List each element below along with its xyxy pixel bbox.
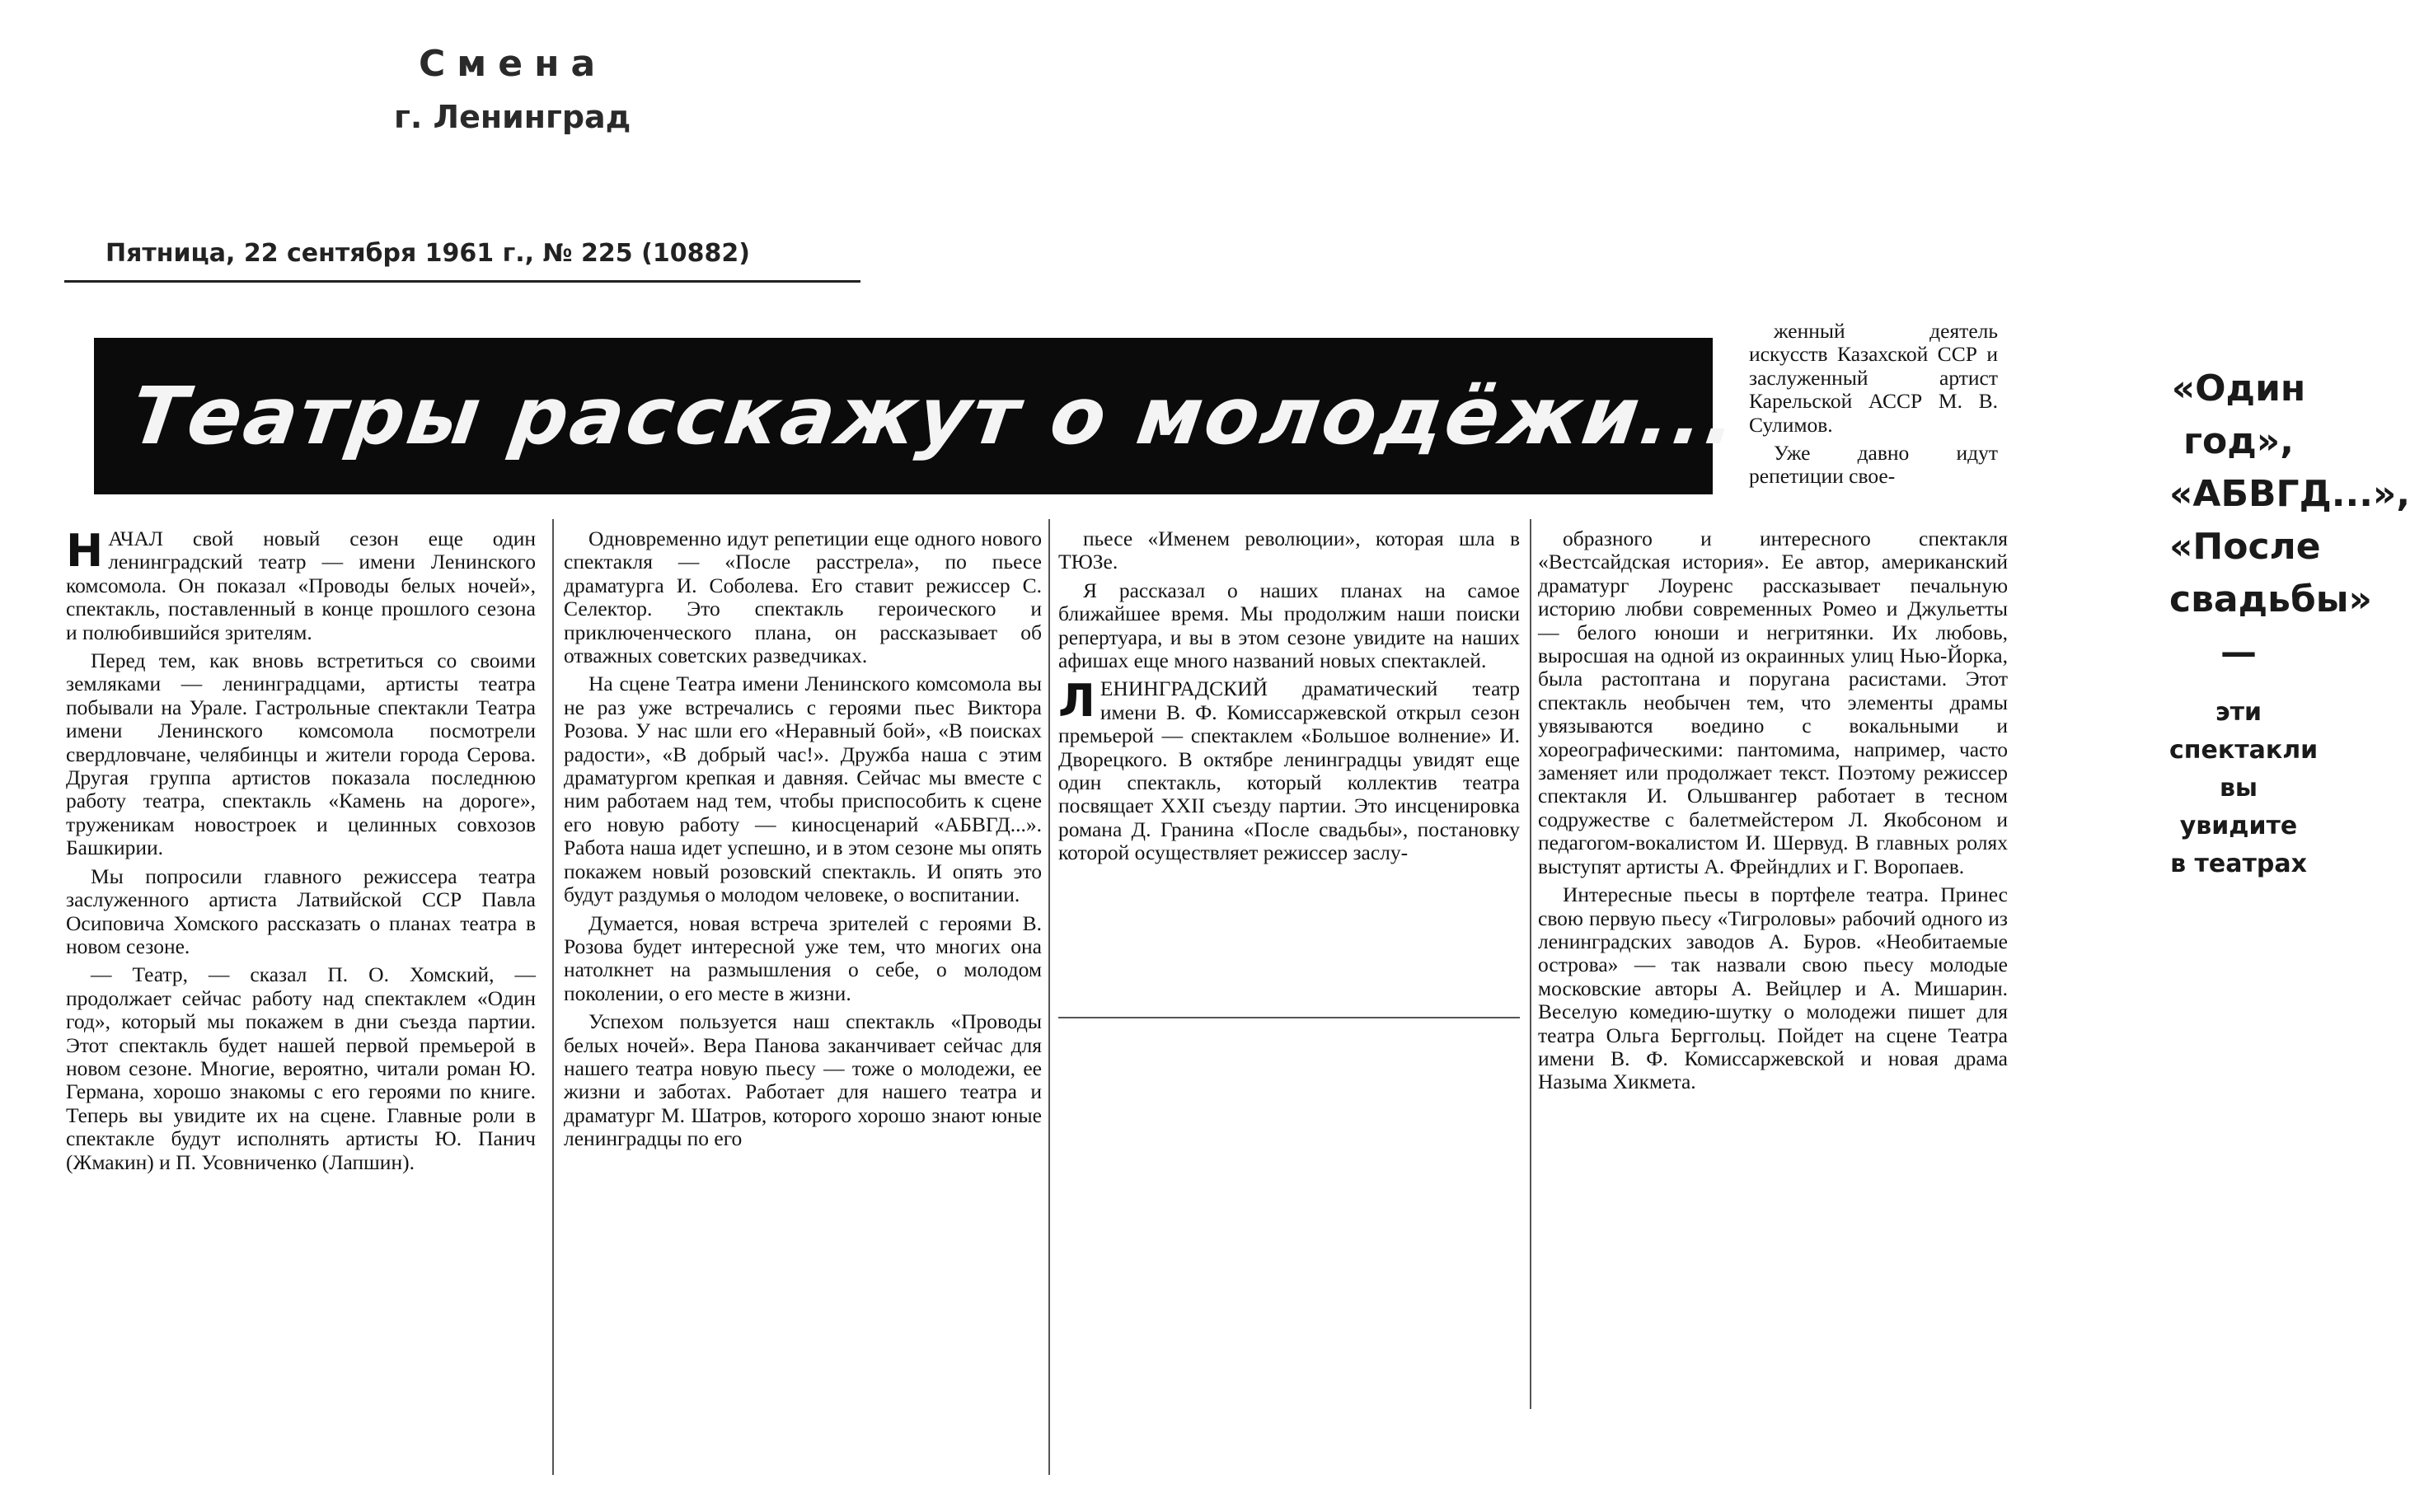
- article-column-1: [66, 527, 536, 1179]
- paragraph: [1749, 442, 1998, 489]
- column-divider: [552, 519, 554, 1475]
- column-divider: [1048, 519, 1050, 1475]
- dropcap: Л: [1058, 675, 1095, 728]
- paragraph-text: АЧАЛ свой новый сезон еще один ленинградский театр — имени Ленинского комсомола. Он показал «Проводы белых ночей», спектакль, поставленный в конце прошлого сезона и полюбившийся зрителям.: [66, 527, 536, 644]
- section-divider: [1058, 1017, 1520, 1018]
- sidebar-callout: [2169, 363, 2410, 883]
- paragraph-text: пьесе «Именем революции», которая шла в ТЮЗе.: [1058, 527, 1520, 574]
- headline-banner: [94, 338, 1746, 494]
- paragraph: [564, 912, 1042, 1006]
- article-column-4: [1538, 527, 2008, 1099]
- masthead-rule: [64, 280, 860, 283]
- headline: Театры расскажут о молодёжи...: [125, 370, 1746, 462]
- paragraph-text: Мы попросили главного режиссера театра заслуженного артиста Латвийской ССР Павла Осиповича Хомского рассказать о планах театра в новом сезоне.: [66, 864, 536, 958]
- paragraph-text: женный деятель искусств Казахской ССР и заслуженный артист Карельской АССР М. В. Сулимов.: [1749, 319, 1998, 437]
- paragraph: [66, 649, 536, 860]
- paragraph: [1538, 883, 2008, 1094]
- masthead-city: г. Ленинград: [394, 99, 631, 135]
- paragraph-text: Успехом пользуется наш спектакль «Проводы белых ночей». Вера Панова заканчивает сейчас для нашего театра новую пьесу — тоже о молодежи, ее жизни и заботах. Работает для нашего театра и драматург М. Шатров, которого хорошо знают юные ленинградцы по его: [564, 1009, 1042, 1151]
- paragraph: [564, 1010, 1042, 1150]
- paragraph-text: Уже давно идут репетиции свое-: [1749, 441, 1998, 489]
- paragraph: [564, 527, 1042, 667]
- paragraph-text: ЕНИНГРАДСКИЙ драматический театр имени В. Ф. Комиссаржевской открыл сезон премьерой — спектаклем «Большое волнение» И. Дворецкого. В октябре ленинградцы увидят еще один спектакль, который коллектив театра посвящает XXII съезду партии. Это инсценировка романа Д. Гранина «После свадьбы», постановку которой осуществляет режиссер заслу-: [1058, 676, 1520, 865]
- paragraph-text: Я рассказал о наших планах на самое ближайшее время. Мы продолжим наши поиски репертуара, и вы в этом сезоне увидите на наших афишах еще много названий новых спектаклей.: [1058, 578, 1520, 673]
- article-column-2: [564, 527, 1042, 1156]
- dropcap: Н: [66, 525, 104, 577]
- paragraph-text: Перед тем, как вновь встретиться со своими земляками — ленинградцами, артисты театра побывали на Урале. Гастрольные спектакли Театра имени Ленинского комсомола посмотрели свердловчане, челябинцы и жители города Серова. Другая группа артистов показала последнюю работу театра, спектакль «Камень на дороге», труженикам новостроек и целинных совхозов Башкирии.: [66, 648, 536, 860]
- paragraph-text: Интересные пьесы в портфеле театра. Принес свою первую пьесу «Тигроловы» рабочий одного из ленинградских заводов А. Буров. «Необитаемые острова» — так назвали свою пьесу молодые московские авторы А. Вейцлер и А. Мишарин. Веселую комедию-шутку о молодежи пишет для театра Ольга Берггольц. Пойдет на сцене Театра имени В. Ф. Комиссаржевской и новая драма Назыма Хикмета.: [1538, 882, 2008, 1094]
- paragraph: [1749, 320, 1998, 437]
- paragraph: [66, 963, 536, 1174]
- paragraph: [66, 527, 536, 644]
- column-divider: [1530, 519, 1531, 1409]
- paragraph-text: Одновременно идут репетиции еще одного нового спектакля — «После расстрела», по пьесе драматурга И. Соболева. Его ставит режиссер С. Селектор. Это спектакль героического и приключенческого плана, он рассказывает об отважных советских разведчиках.: [564, 527, 1042, 668]
- article-column-4-top: [1749, 320, 1998, 494]
- sidebar-title: «Один год», «АБВГД...», «После свадьбы» —: [2169, 367, 2410, 673]
- paragraph: [1058, 527, 1520, 574]
- paragraph: [66, 865, 536, 959]
- paragraph: [1538, 527, 2008, 878]
- article-column-3: [1058, 527, 1520, 870]
- paragraph-text: Думается, новая встреча зрителей с героями В. Розова будет интересной уже тем, что многих она натолкнет на размышления о себе, о молодом поколении, о его месте в жизни.: [564, 910, 1042, 1005]
- paragraph: [564, 672, 1042, 906]
- paragraph-text: На сцене Театра имени Ленинского комсомола вы не раз уже встречались с героями пьес Виктора Розова. У нас шли его «Неравный бой», «В поисках радости», «В добрый час!». Дружба наша с этим драматургом крепкая и давняя. Сейчас мы вместе с ним работаем над тем, чтобы приспособить к сцене его новую работу — киносценарий «АБВГД...». Работа наша идет успешно, и в этом сезоне мы опять покажем новый розовский спектакль. И опять это будут раздумья о молодом человеке, о воспитании.: [564, 672, 1042, 907]
- paragraph-text: образного и интересного спектакля «Вестсайдская история». Ее автор, американский драматург Лоуренс рассказывает печальную историю любви современных Ромео и Джульетты — белого юноши и негритянки. Их любовь, выросшая на одной из окраинных улиц Нью-Йорка, была растоптана и поругана расистами. Этот спектакль необычен тем, что элементы драмы увязываются воедино с вокальными и хореографическими: пантомима, например, часто заменяет или продолжает текст. Поэтому режиссер спектакля И. Ольшвангер работает в тесном содружестве с балетмейстером Л. Якобсоном и педагогом-вокалистом И. Шервуд. В главных ролях выступят артисты А. Фрейндлих и Г. Воропаев.: [1538, 527, 2008, 878]
- masthead-newspaper-name: Смена: [419, 43, 607, 85]
- paragraph-text: — Театр, — сказал П. О. Хомский, — продолжает сейчас работу над спектаклем «Один год», который мы покажем в дни съезда партии. Этот спектакль будет нашей первой премьерой в новом сезоне. Многие, вероятно, читали роман Ю. Германа, хорошо знакомы с его героями по книге. Теперь вы увидите их на сцене. Главные роли в спектакле будут исполнять артисты Ю. Панич (Жмакин) и П. Усовниченко (Лапшин).: [66, 962, 536, 1174]
- sidebar-subtitle: эти спектакли вы увидите в театрах: [2169, 698, 2319, 878]
- paragraph: [1058, 677, 1520, 864]
- issue-date-line: Пятница, 22 сентября 1961 г., № 225 (10882): [105, 239, 750, 268]
- paragraph: [1058, 579, 1520, 673]
